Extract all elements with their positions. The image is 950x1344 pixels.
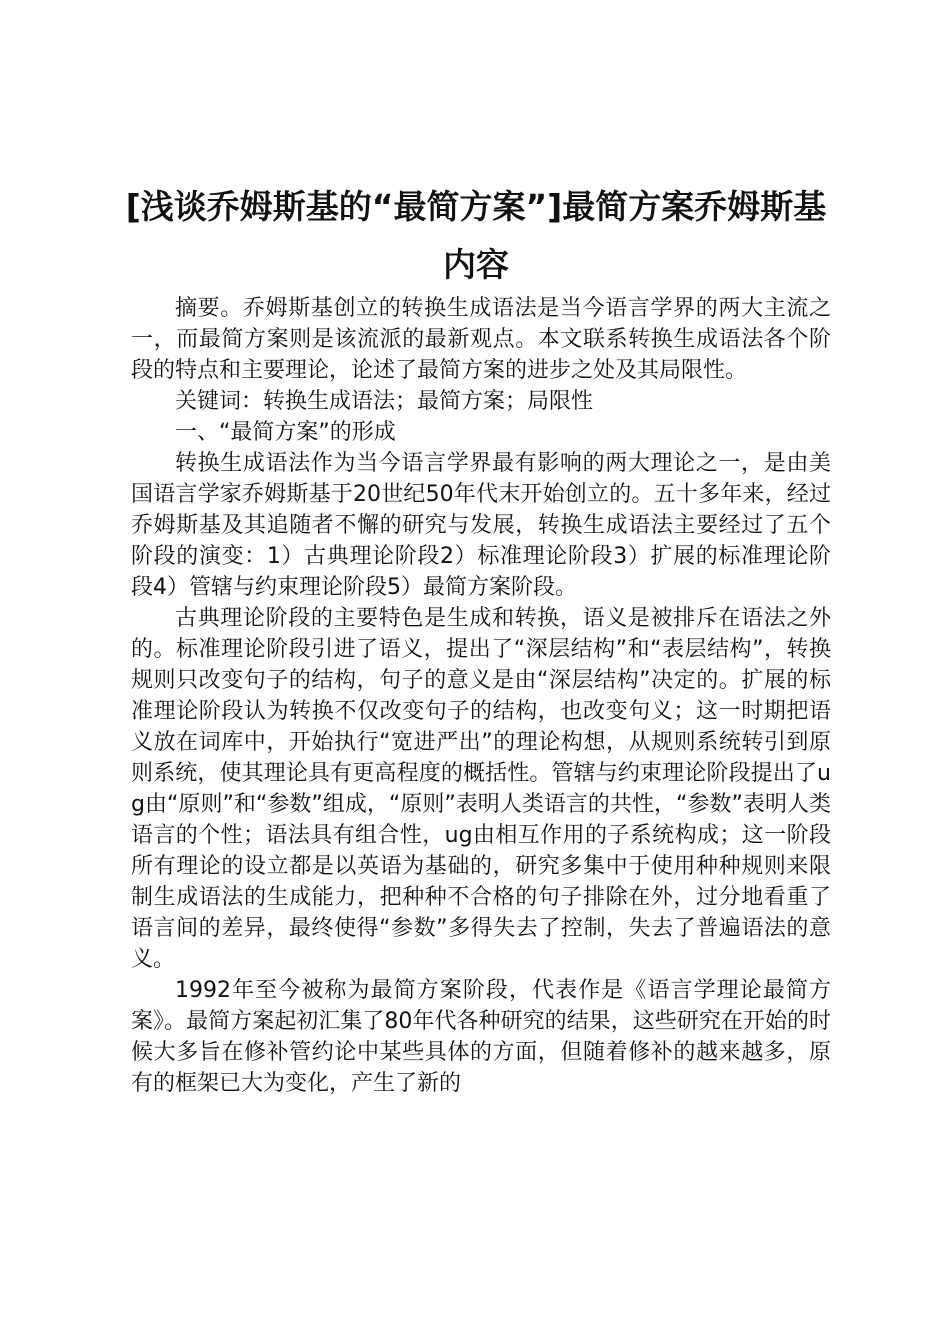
document-body [131,293,831,1099]
abstract-paragraph: 摘要。乔姆斯基创立的转换生成语法是当今语言学界的两大主流之一，而最简方案则是该流派的最新观点。本文联系转换生成语法各个阶段的特点和主要理论，论述了最简方案的进步之处及其局限性。 [131,296,831,383]
document-title: [浅谈乔姆斯基的“最简方案”]最简方案乔姆斯基内容 [125,187,827,284]
body-paragraph: 转换生成语法作为当今语言学界最有影响的两大理论之一，是由美国语言学家乔姆斯基于20世纪50年代末开始创立的。五十多年来，经过乔姆斯基及其追随者不懈的研究与发展，转换生成语法主要经过了五个阶段的演变：1）古典理论阶段2）标准理论阶段3）扩展的标准理论阶段4）管辖与约束理论阶段5）最简方案阶段。 [131,451,831,600]
section-heading: 一、“最简方案”的形成 [175,420,396,445]
body-paragraph: 古典理论阶段的主要特色是生成和转换，语义是被排斥在语法之外的。标准理论阶段引进了语义，提出了“深层结构”和“表层结构”，转换规则只改变句子的结构，句子的意义是由“深层结构”决定的。扩展的标准理论阶段认为转换不仅改变句子的结构，也改变句义；这一时期把语义放在词库中，开始执行“宽进严出”的理论构想，从规则系统转引到原则系统，使其理论具有更高程度的概括性。管辖与约束理论阶段提出了ug由“原则”和“参数”组成，“原则”表明人类语言的共性，“参数”表明人类语言的个性；语法具有组合性，ug由相互作用的子系统构成；这一阶段所有理论的设立都是以英语为基础的，研究多集中于使用种种规则来限制生成语法的生成能力，把种种不合格的句子排除在外，过分地看重了语言间的差异，最终使得“参数”多得失去了控制，失去了普遍语法的意义。 [131,606,831,972]
body-paragraph: 1992年至今被称为最简方案阶段，代表作是《语言学理论最简方案》。最简方案起初汇集了80年代各种研究的结果，这些研究在开始的时候大多旨在修补管约论中某些具体的方面，但随着修补的越来越多，原有的框架已大为变化，产生了新的 [131,978,831,1096]
keywords-paragraph: 关键词：转换生成语法；最简方案；局限性 [175,389,594,414]
